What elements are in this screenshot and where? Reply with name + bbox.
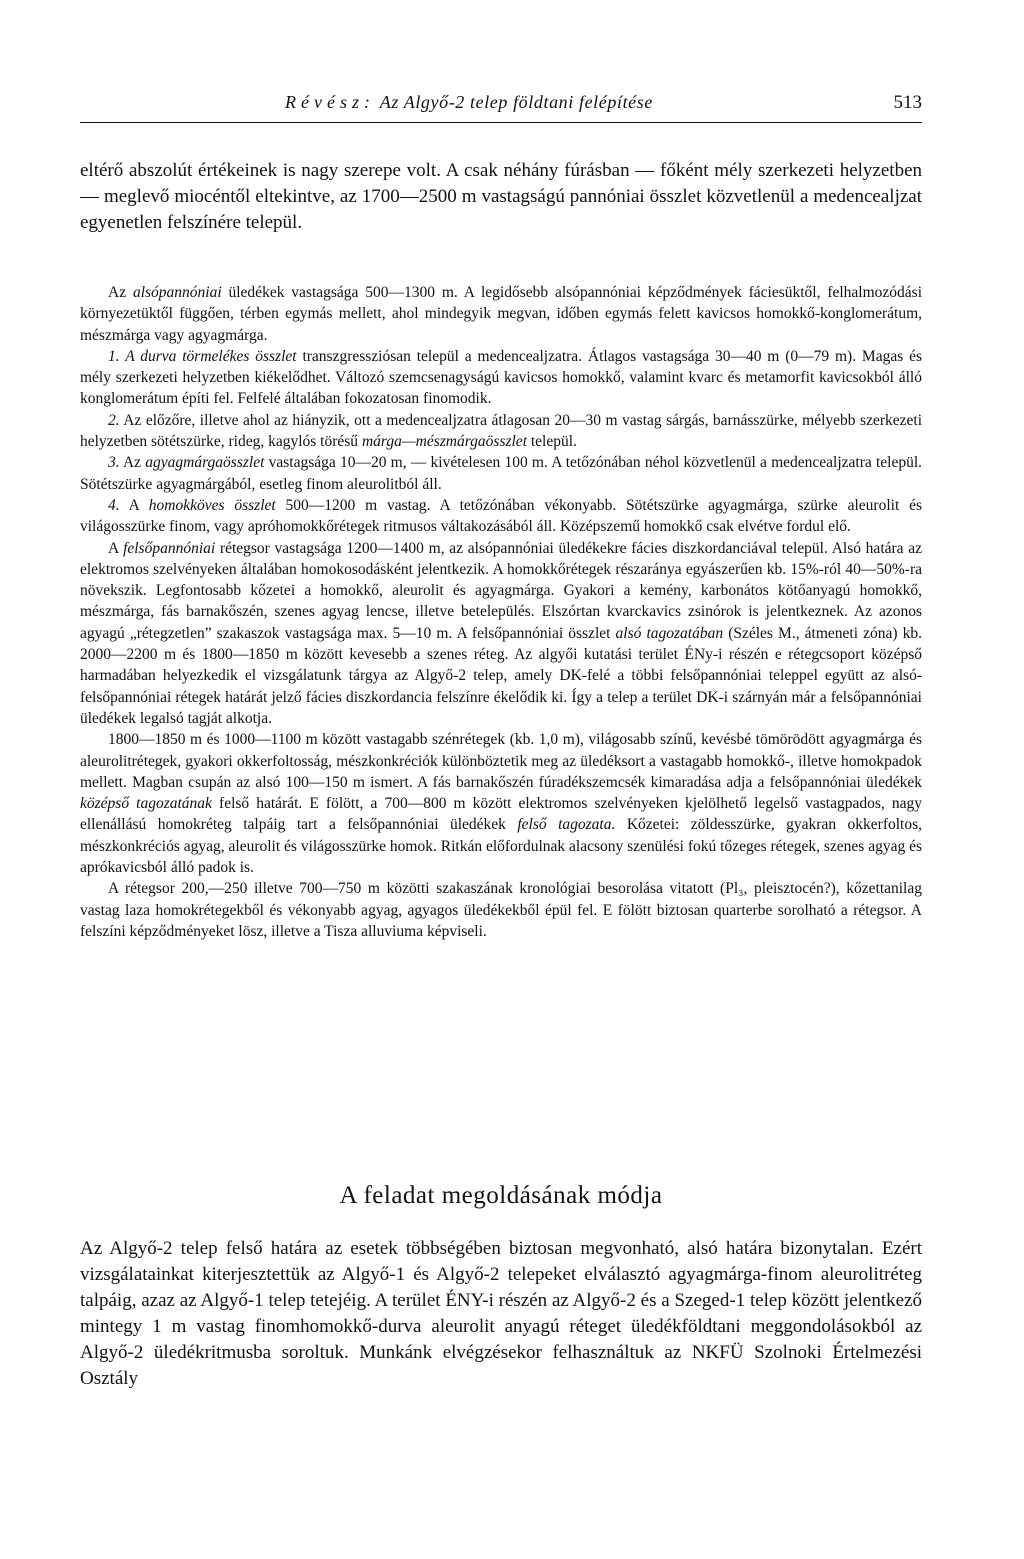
paragraph: 2. Az előzőre, illetve ahol az hiányzik, ott a medencealjzatra átlagosan 20—30 m vastag sárgás, barnásszürke, mélyebb szerkezeti helyzetben sötétszürke, rideg, kagylós törésű márga—mészmárgaösszlet települ.	[80, 411, 922, 451]
paragraph: 1800—1850 m és 1000—1100 m között vastagabb szénrétegek (kb. 1,0 m), világosabb színű, kevésbé tömörödött agyagmárga és aleurolitrétegek, gyakori okkerfoltosság, mészkonkréciók különböztetik meg az üledéksort a vastagabb homokkő-, illetve homokpadok mellett. Magban csupán az alsó 100—150 m ismert. A fás barnakőszén fúradékszemcsék kimaradása adja a felsőpannóniai üledékek középső tagozatának felső határát. E fölött, a 700—800 m között elektromos szelvényeken kjelölhető legelső vastagpados, nagy ellenállású homokréteg talpáig tart a felsőpannóniai üledékek felső tagozata. Kőzetei: zöldesszürke, gyakran okkerfoltos, mészkonkréciós agyag, aleurolit és világosszürke homok. Ritkán előfordulnak alacsony szenülési fokú tőzeges rétegek, szenes agyag és aprókavicsból álló padok is.	[80, 731, 922, 877]
paragraph: 4. A homokköves összlet 500—1200 m vastag. A tetőzónában vékonyabb. Sötétszürke agyagmárga, szürke aleurolit és világosszürke finom, vagy apróhomokkőrétegek ritmusos váltakozásából áll. Középszemű homokkő csak elvétve fordul elő.	[80, 496, 922, 536]
outro-paragraph: Az Algyő-2 telep felső határa az esetek többségében biztosan megvonható, alsó határa bizonytalan. Ezért vizsgálatainkat kiterjesztettük az Algyő-1 és Algyő-2 telepeket elválasztó agyagmárga-finom aleurolitréteg talpáig, azaz az Algyő-1 telep tetejéig. A terület ÉNY-i részén az Algyő-2 és a Szeged-1 telep között jelentkező mintegy 1 m vastag finomhomokkő-durva aleurolit anyagú réteget üledékföldtani meggondolásokból az Algyő-2 üledékritmusba soroltuk. Munkánk elvégzésekor felhasználtuk az NKFÜ Szolnoki Értelmezési Osztály	[80, 1238, 922, 1389]
running-title	[285, 92, 653, 113]
paragraph: 3. Az agyagmárgaösszlet vastagsága 10—20 m, — kivételesen 100 m. A tetőzónában néhol közvetlenül a medencealjzatra települ. Sötétszürke agyagmárgából, esetleg finom aleurolitból áll.	[80, 454, 923, 493]
article-title: Az Algyő-2 telep földtani felépítése	[379, 92, 653, 112]
running-header	[80, 88, 922, 123]
paragraph: Az alsópannóniai üledékek vastagsága 500—1300 m. A legidősebb alsópannóniai képződmények fáciesüktől, felhalmozódási környezetüktől függően, térben egymás mellett, ahol mindegyik megvan, időben egymás felett kavicsos homokkő-konglomerátum, mészmárga vagy agyagmárga.	[80, 284, 923, 344]
paragraph: 1. A durva törmelékes összlet transzgressziósan települ a medencealjzatra. Átlagos vastagsága 30—40 m (0—79 m). Magas és mély szerkezeti helyzetben kiékelődhet. Változó szemcsenagyságú kavicsos homokkő, valamint kvarc és metamorfit kavicsokból álló konglomerátum építi fel. Felfelé általában fokozatosan finomodik.	[80, 347, 923, 408]
author-name: Révész:	[285, 92, 375, 112]
section-heading: A feladat megoldásának módja	[339, 1182, 663, 1209]
paragraph: A felsőpannóniai rétegsor vastagsága 1200—1400 m, az alsópannóniai üledékekre fácies diszkordanciával települ. Alsó határa az elektromos szelvényeken általában homokosodásként jelentkezik. A homokkőrétegek részaránya egyászerűen kb. 15%-ról 40—50%-ra növekszik. Legfontosabb kőzetei a homokkő, aleurolit és agyagmárga. Gyakori a kemény, karbonátos kötőanyagú homokkő, mészmárga, fás barnakőszén, szenes agyag lencse, illetve betelepülés. Elszórtan kvarckavics zsinórok is jelentkeznek. Az azonos agyagú „rétegzetlen” szakaszok vastagsága max. 5—10 m. A felsőpannóniai összlet alsó tagozatában (Széles M., átmeneti zóna) kb. 2000—2200 m és 1800—1850 m között kevesebb a szenes réteg. Az algyői kutatási terület ÉNy-i részén e rétegcsoport középső harmadában helyezkedik el vizsgálatunk tárgya az Algyő-2 telep, amely DK-felé a többi felsőpannóniai teleppel együtt az alsó-felsőpannóniai rétegek határát jelző fácies diszkordancia felszínre ékelődik ki. Így a telep a terület DK-i szárnyán már a felsőpannóniai üledékek legalsó tagját alkotja.	[80, 539, 923, 727]
intro-paragraph: eltérő abszolút értékeinek is nagy szerepe volt. A csak néhány fúrásban — főként mély szerkezeti helyzetben — meglevő miocéntől eltekintve, az 1700—2500 m vastagságú pannóniai összlet közvetlenül a medencealjzat egyenetlen felszínére települ.	[80, 160, 922, 233]
paragraph: A rétegsor 200,—250 illetve 700—750 m közötti szakaszának kronológiai besorolása vitatott (Pl₃, pleisztocén?), kőzettanilag vastag laza homokrétegekből és vékonyabb agyag, agyagos üledékekből épül fel. E fölött biztosan quarterbe sorolható a rétegsor. A felszíni képződményeket lösz, illetve a Tisza alluviuma képviseli.	[80, 880, 922, 940]
stratigraphy-text	[80, 282, 922, 942]
page-number: 513	[893, 92, 922, 113]
